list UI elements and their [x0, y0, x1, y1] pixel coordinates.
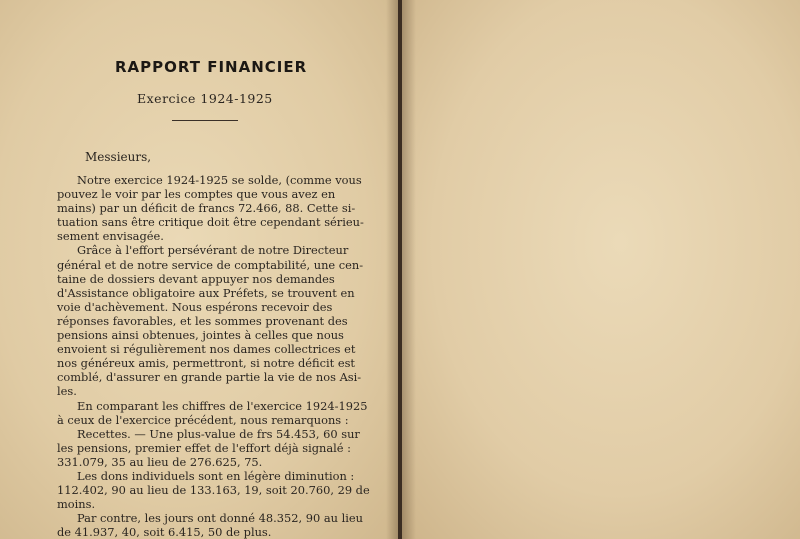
text-line: pouvez le voir par les comptes que vous avez en — [57, 187, 336, 202]
right-page — [400, 0, 800, 539]
title-rule — [172, 120, 238, 121]
text-line: Grâce à l'effort persévérant de notre Directeur — [77, 243, 349, 258]
text-line: tuation sans être critique doit être cependant sérieu- — [57, 215, 364, 230]
text-line: Recettes. — Une plus-value de frs 54.453, 60 sur — [77, 426, 360, 441]
text-line: taine de dossiers devant appuyer nos demandes — [57, 271, 335, 286]
text-line: voie d'achèvement. Nous espérons recevoir des — [57, 299, 333, 314]
gutter-shadow — [400, 0, 416, 539]
text-line: pensions ainsi obtenues, jointes à celles que nous — [57, 328, 344, 343]
text-line: général et de notre service de comptabilité, une cen- — [57, 257, 364, 272]
text-line: 331.079, 35 au lieu de 276.625, 75. — [57, 454, 263, 469]
text-line: moins. — [57, 497, 96, 512]
report-subtitle: Exercice 1924-1925 — [137, 91, 273, 106]
text-line: à ceux de l'exercice précédent, nous remarquons : — [57, 412, 349, 427]
text-line: Par contre, les jours ont donné 48.352, 90 au lieu — [77, 511, 363, 526]
text-line: Les dons individuels sont en légère diminution : — [77, 468, 355, 483]
text-line: 112.402, 90 au lieu de 133.163, 19, soit 20.760, 29 de — [57, 483, 370, 498]
text-line: Notre exercice 1924-1925 se solde, (comme vous — [77, 173, 362, 187]
report-title: RAPPORT FINANCIER — [115, 58, 308, 76]
text-line: de 41.937, 40, soit 6.415, 50 de plus. — [57, 525, 272, 539]
text-line: nos généreux amis, permettront, si notre déficit est — [57, 356, 355, 371]
text-line: les. — [57, 384, 77, 399]
text-line: comblé, d'assurer en grande partie la vie de nos Asi- — [57, 370, 362, 385]
text-line: En comparant les chiffres de l'exercice 1924-1925 — [77, 398, 368, 413]
left-body-text — [57, 173, 370, 539]
text-line: envoient si régulièrement nos dames collectrices et — [57, 342, 356, 357]
text-line: sement envisagée. — [57, 229, 164, 244]
text-line: d'Assistance obligatoire aux Préfets, se trouvent en — [57, 285, 355, 300]
text-line: les pensions, premier effet de l'effort déjà signalé : — [57, 440, 351, 455]
text-line: mains) par un déficit de francs 72.466, 88. Cette si- — [57, 201, 356, 216]
book-gutter — [398, 0, 402, 539]
salutation: Messieurs, — [85, 150, 152, 164]
text-line: réponses favorables, et les sommes provenant des — [57, 313, 348, 328]
